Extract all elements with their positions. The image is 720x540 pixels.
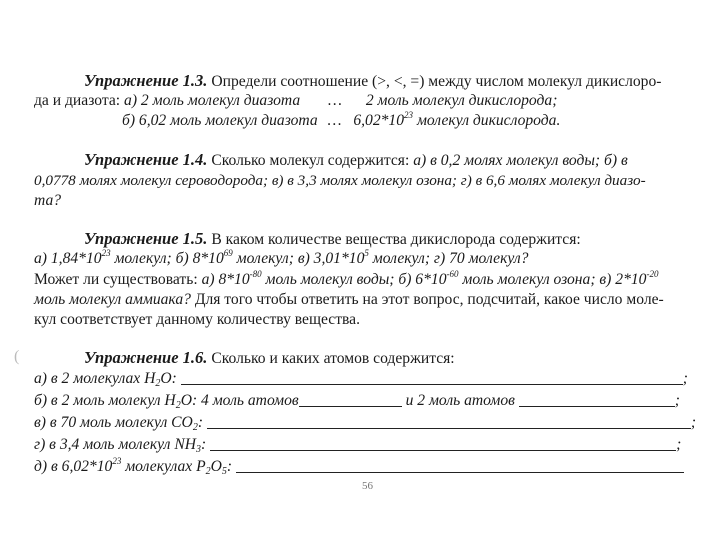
exercise-1-3-text: да и диазота: <box>34 92 121 109</box>
exercise-1-5-line-3 <box>34 270 658 289</box>
exercise-1-4-question: Сколько молекул содержится: <box>211 152 410 169</box>
comparison-dots: … <box>328 92 342 109</box>
exercise-1-4-line-1 <box>84 150 628 170</box>
exercise-1-5-line-2: а) $1,84*10^{23}$ молекул; б) $8*10^{69}$ молекул; в) $3,01*10^5$ молекул; г) 70 молекул? <box>34 248 529 267</box>
exercise-1-5-line-5: кул соответствует данному количеству вещества. <box>34 311 361 328</box>
answer-blank[interactable] <box>519 393 675 407</box>
scan-artifact-mark: ( <box>14 348 20 365</box>
exercise-1-3-line-1 <box>84 71 661 91</box>
answer-blank[interactable] <box>299 393 402 407</box>
exercise-1-5-question: В каком количестве вещества дикислорода содержится: <box>211 231 581 248</box>
answer-blank[interactable] <box>181 371 683 385</box>
exercise-1-3-line-2 <box>34 91 557 110</box>
exercise-1-6-line-1 <box>84 348 455 368</box>
exercise-1-5-title: Упражнение 1.5. <box>84 229 208 248</box>
exercise-1-6-row-d: г) в 3,4 моль молекул $NH_3$: ; <box>34 436 682 455</box>
exercise-1-3-number: $6,02*10^{23}$ <box>353 110 414 129</box>
answer-blank[interactable] <box>207 415 691 429</box>
exercise-1-6-row-c: в) в 70 моль молекул $CO_2$: ; <box>34 414 697 433</box>
exercise-1-3-question: Определи соотношение (>, <, =) между числом молекул дикислоро- <box>211 73 662 90</box>
exercise-1-4-title: Упражнение 1.4. <box>84 150 208 169</box>
comparison-dots: … <box>327 112 342 129</box>
exercise-1-4-line-3: та? <box>34 192 62 209</box>
exercise-1-6-row-b: б) в 2 моль молекул $H_2O$: 4 моль атомов и 2 моль атомов ; <box>34 392 680 411</box>
exercise-1-5-hint: Для того чтобы ответить на этот вопрос, подсчитай, какое число моле- <box>190 291 664 308</box>
exercise-1-4-items: а) в 0,2 молях молекул воды; б) в <box>413 152 628 169</box>
exercise-1-4-line-2: 0,0778 молях молекул сероводорода; в) в 3,3 молях молекул озона; г) в 6,6 молях молекул диазо- <box>34 172 646 189</box>
exercise-1-3-item-b-end: молекул дикислорода. <box>416 112 561 129</box>
exercise-1-5-item: моль молекул аммиака? <box>34 291 191 308</box>
exercise-1-6-row-a: а) в 2 молекулах $H_2O$: ; <box>34 370 688 389</box>
exercise-1-6-row-e: д) в $6,02*10^{23}$ молекулах $P_2O_5$: <box>34 457 684 476</box>
exercise-1-6-question: Сколько и каких атомов содержится: <box>211 350 455 367</box>
exercise-1-3-item-a-end: 2 моль молекул дикислорода; <box>365 92 558 109</box>
exercise-1-3-title: Упражнение 1.3. <box>84 71 208 90</box>
exercise-1-3-item-b: б) 6,02 моль молекул диазота <box>122 112 318 129</box>
answer-blank[interactable] <box>236 459 684 473</box>
exercise-1-6-title: Упражнение 1.6. <box>84 348 208 367</box>
answer-blank[interactable] <box>210 437 676 451</box>
page-number: 56 <box>362 480 373 492</box>
exercise-1-5-line-4 <box>34 290 664 309</box>
exercise-1-3-item-a: а) 2 моль молекул диазота <box>124 92 301 109</box>
exercise-1-5-question-2: Может ли существовать: <box>34 271 198 288</box>
exercise-1-5-line-1 <box>84 229 581 249</box>
exercise-1-5-items-2: а) $8*10^{-80}$ моль молекул воды; б) $6*10^{-60}$ моль молекул озона; в) $2*10^{-20}$ <box>197 269 659 288</box>
exercise-1-3-line-3 <box>122 111 560 130</box>
